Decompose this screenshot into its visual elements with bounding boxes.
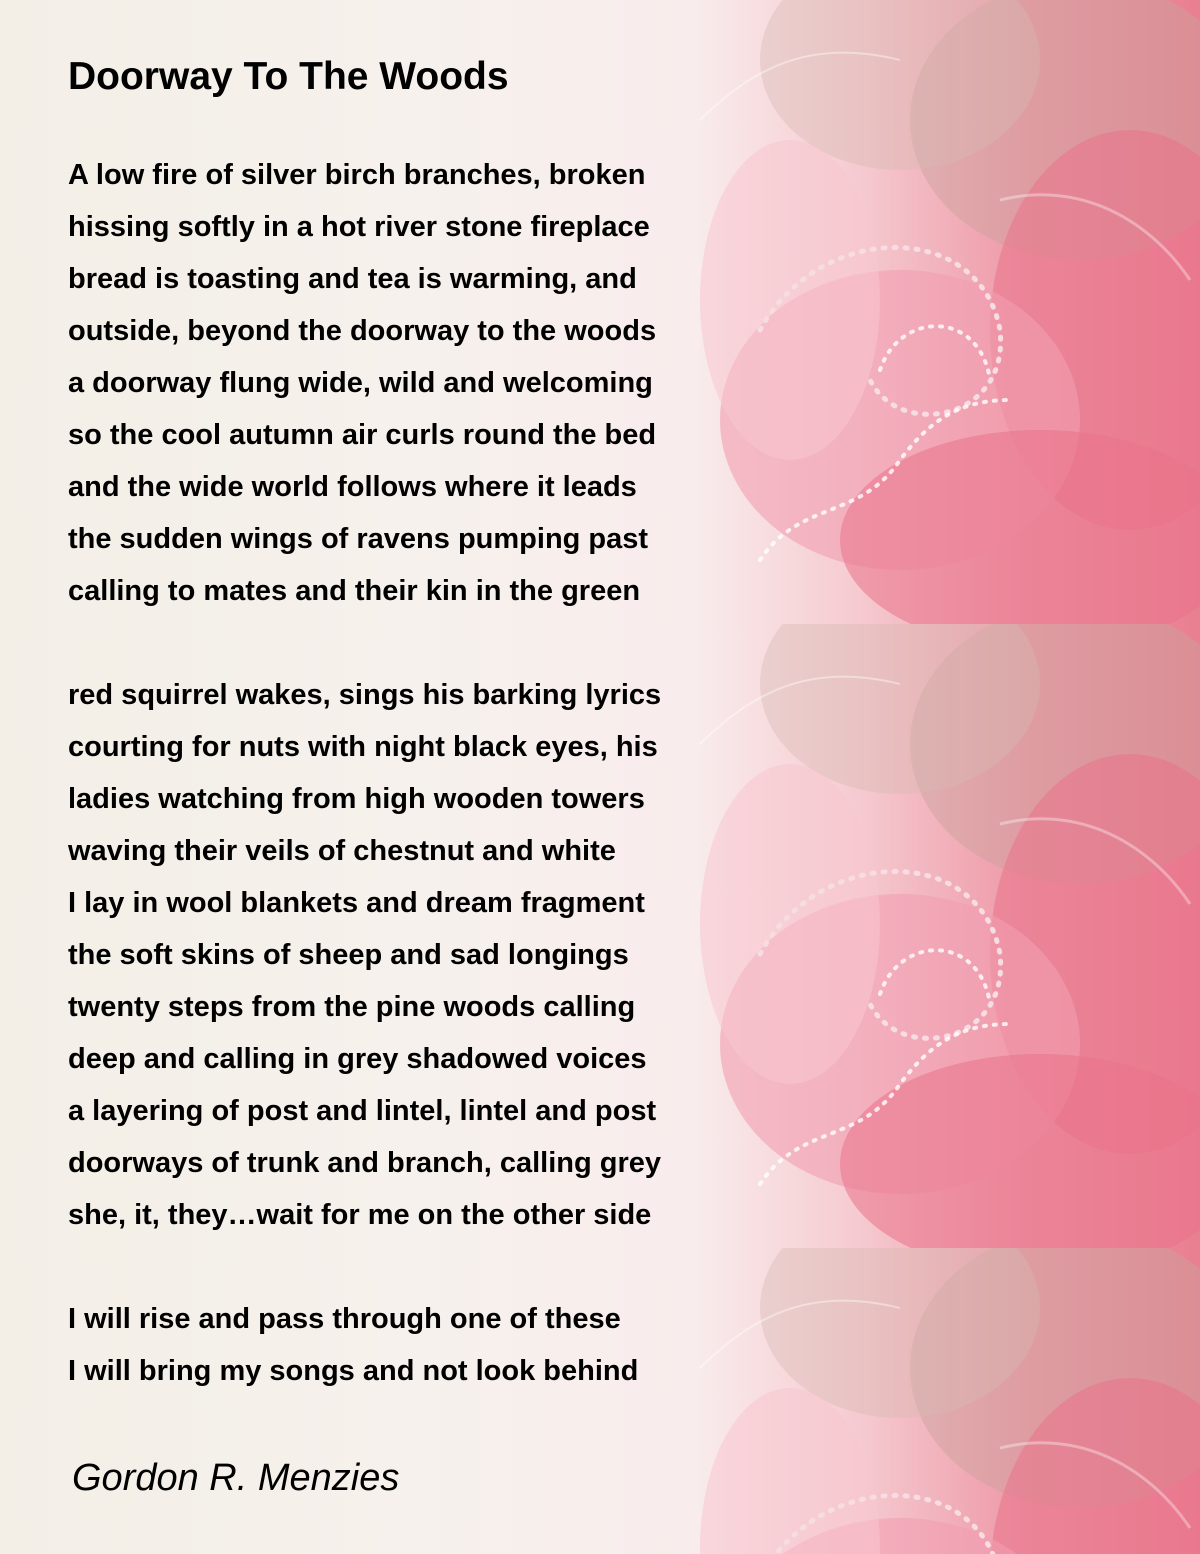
poem-line: I will bring my songs and not look behind (68, 1355, 639, 1387)
poem-line: doorways of trunk and branch, calling grey (68, 1147, 661, 1179)
poem-line: a doorway flung wide, wild and welcoming (68, 367, 653, 399)
poem-line: hissing softly in a hot river stone fireplace (68, 211, 650, 243)
poem-line: ladies watching from high wooden towers (68, 783, 645, 815)
stanza-1 (68, 149, 656, 617)
poem-line: I lay in wool blankets and dream fragment (68, 887, 645, 919)
poem-line: twenty steps from the pine woods calling (68, 991, 636, 1023)
poem-line: and the wide world follows where it leads (68, 471, 637, 503)
poem-line: the soft skins of sheep and sad longings (68, 939, 629, 971)
poem-line: deep and calling in grey shadowed voices (68, 1043, 647, 1075)
poem-author: Gordon R. Menzies (72, 1457, 400, 1499)
poem-line: the sudden wings of ravens pumping past (68, 523, 649, 555)
poem-line: bread is toasting and tea is warming, and (68, 263, 637, 295)
poem-line: outside, beyond the doorway to the woods (68, 315, 657, 347)
poem-line: courting for nuts with night black eyes, his (68, 731, 658, 763)
poem-line: calling to mates and their kin in the green (68, 575, 641, 607)
poem-line: she, it, they…wait for me on the other side (68, 1199, 652, 1231)
stanza-2 (68, 669, 661, 1241)
poem-line: a layering of post and lintel, lintel and post (68, 1095, 657, 1127)
poem-line: so the cool autumn air curls round the bed (68, 419, 657, 451)
stanza-3 (68, 1293, 638, 1397)
poem-line: A low fire of silver birch branches, broken (68, 159, 646, 191)
poem-line: waving their veils of chestnut and white (68, 835, 616, 867)
poem-line: red squirrel wakes, sings his barking lyrics (68, 679, 662, 711)
poem-line: I will rise and pass through one of these (68, 1303, 621, 1335)
poem-title: Doorway To The Woods (68, 55, 509, 98)
